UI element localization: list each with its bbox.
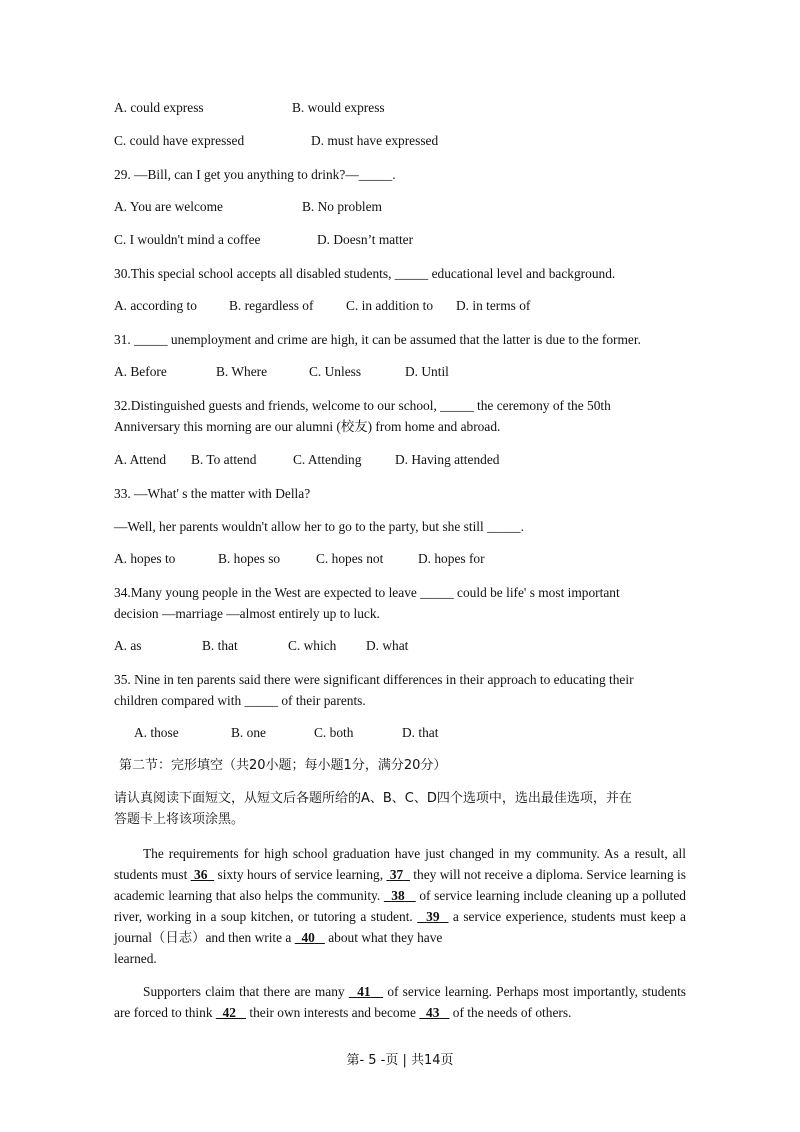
q33-stem-line-1: 33. —What' s the matter with Della? — [114, 486, 311, 501]
q33-stem-line-2: —Well, her parents wouldn't allow her to go to the party, but she still _____. — [114, 519, 524, 534]
section-2-heading: 第二节：完形填空（共20小题；每小题1分，满分20分） — [119, 758, 447, 773]
q29-option-d: D. Doesn’t matter — [317, 232, 414, 247]
q30-option-d: D. in terms of — [456, 298, 531, 313]
q32-option-a: A. Attend — [114, 452, 167, 467]
cloze-blank-42[interactable]: 42 — [222, 1005, 236, 1020]
q28-option-c: C. could have expressed — [114, 133, 245, 148]
q35-stem-line-2: children compared with _____ of their parents. — [114, 693, 366, 708]
q33-option-d: D. hopes for — [418, 551, 485, 566]
q31-option-c: C. Unless — [309, 364, 362, 379]
passage-text: The requirements for high school graduation have just changed in my community. As a result, all students must — [114, 846, 686, 882]
passage-text: Supporters claim that there are many — [143, 984, 349, 999]
q29-stem: 29. —Bill, can I get you anything to drink?—_____. — [114, 167, 396, 182]
cloze-blank-36[interactable]: 36 — [194, 867, 208, 882]
q34-stem-line-1: 34.Many young people in the West are expected to leave _____ could be life' s most important — [114, 585, 620, 600]
passage-paragraph-2 — [114, 981, 686, 1023]
q32-option-c: C. Attending — [293, 452, 362, 467]
cloze-blank-43[interactable]: 43 — [426, 1005, 440, 1020]
q29-option-b: B. No problem — [302, 199, 382, 214]
q34-option-c: C. which — [288, 638, 337, 653]
q34-option-a: A. as — [114, 638, 142, 653]
q31-stem: 31. _____ unemployment and crime are high, it can be assumed that the latter is due to the former. — [114, 332, 641, 347]
q31-option-a: A. Before — [114, 364, 167, 379]
q31-option-d: D. Until — [405, 364, 449, 379]
cloze-blank-37[interactable]: 37 — [389, 867, 404, 882]
q34-stem — [114, 582, 686, 624]
q35-stem-line-1: 35. Nine in ten parents said there were significant differences in their approach to educating their — [114, 672, 634, 687]
q34-stem-line-2: decision —marriage —almost entirely up to luck. — [114, 606, 380, 621]
passage-text: they will not receive a diploma. Service learning is academic learning that also helps the community. — [114, 867, 686, 903]
passage-text: of the needs of others. — [449, 1005, 572, 1020]
q35-option-b: B. one — [231, 725, 266, 740]
q32-option-b: B. To attend — [191, 452, 257, 467]
q32-stem-line-2: Anniversary this morning are our alumni (校友) from home and abroad. — [114, 419, 501, 434]
q35-option-c: C. both — [314, 725, 354, 740]
page-footer: 第- 5 -页 | 共14页 — [346, 1053, 454, 1068]
q35-stem — [114, 669, 686, 711]
q31-option-b: B. Where — [216, 364, 268, 379]
passage-paragraph-1 — [114, 843, 686, 969]
q30-option-c: C. in addition to — [346, 298, 434, 313]
q33-option-c: C. hopes not — [316, 551, 384, 566]
q34-option-b: B. that — [202, 638, 238, 653]
section-2-instructions-line-1: 请认真阅读下面短文，从短文后各题所给的A、B、C、D四个选项中，选出最佳选项，并在 — [114, 791, 632, 806]
q28-option-d: D. must have expressed — [311, 133, 439, 148]
q32-option-d: D. Having attended — [395, 452, 500, 467]
q33-option-a: A. hopes to — [114, 551, 176, 566]
passage-text: of service learning include cleaning up a polluted river, working in a soup kitchen, or tutoring a student. — [114, 888, 686, 924]
cloze-blank-40[interactable]: 40 — [301, 930, 315, 945]
passage-text: learned. — [114, 951, 157, 966]
q33-option-b: B. hopes so — [218, 551, 281, 566]
q35-option-d: D. that — [402, 725, 439, 740]
q30-option-b: B. regardless of — [229, 298, 314, 313]
q28-option-a: A. could express — [114, 100, 204, 115]
cloze-blank-41[interactable]: 41 — [357, 984, 371, 999]
q35-option-a: A. those — [134, 725, 179, 740]
q29-option-c: C. I wouldn't mind a coffee — [114, 232, 261, 247]
q32-stem-line-1: 32.Distinguished guests and friends, welcome to our school, _____ the ceremony of the 50th — [114, 398, 611, 413]
cloze-blank-39[interactable]: 39 — [426, 909, 440, 924]
q32-stem — [114, 395, 686, 437]
q29-option-a: A. You are welcome — [114, 199, 223, 214]
q34-option-d: D. what — [366, 638, 409, 653]
q28-option-b: B. would express — [292, 100, 385, 115]
passage-text: a service experience, students must keep a journal（日志）and then write a — [114, 909, 687, 945]
cloze-blank-38[interactable]: 38 — [391, 888, 405, 903]
passage-text: sixty hours of service learning, — [214, 867, 387, 882]
passage-text: their own interests and become — [246, 1005, 420, 1020]
q30-option-a: A. according to — [114, 298, 197, 313]
section-2-instructions-line-2: 答题卡上将该项涂黑。 — [114, 812, 245, 827]
passage-text: of service learning. Perhaps most importantly, students are forced to think — [114, 984, 687, 1020]
passage-text: about what they have — [324, 930, 443, 945]
q30-stem: 30.This special school accepts all disabled students, _____ educational level and background. — [114, 266, 616, 281]
